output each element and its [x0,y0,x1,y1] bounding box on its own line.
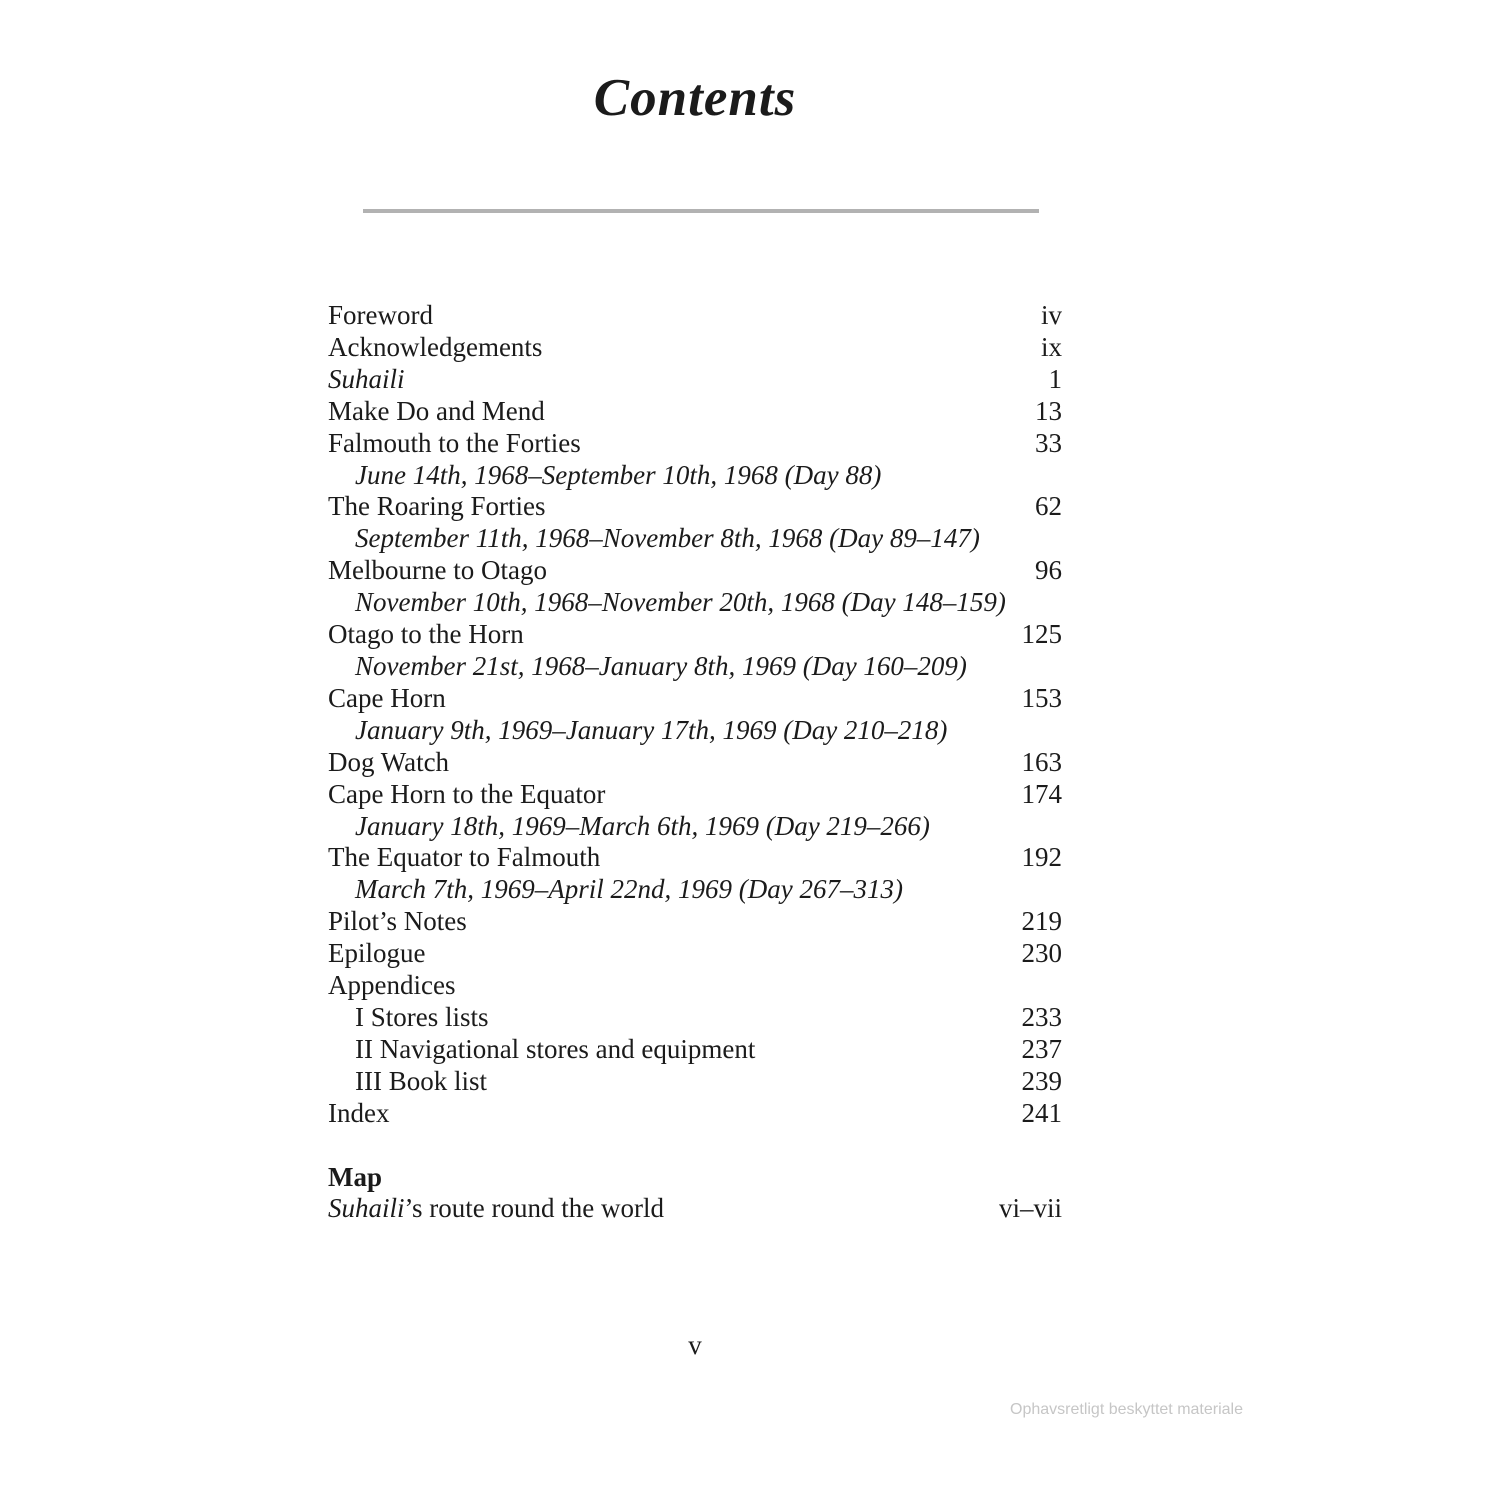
toc-entry-page: 241 [1021,1097,1062,1128]
page-title: Contents [593,69,797,127]
toc-entry [328,842,1062,874]
toc-entry-page: 13 [1035,395,1062,426]
toc-entry [328,651,1062,683]
toc-entry [328,1034,1062,1066]
map-entry-label-rest: ’s route round the world [404,1193,664,1224]
toc-entry [328,555,1062,587]
toc-entry-label: Appendices [328,970,456,1001]
toc-entry-label: Melbourne to Otago [328,555,547,586]
toc-entry [328,811,1062,843]
toc-entry [328,906,1062,938]
toc-entry [328,460,1062,492]
toc-entry-page: 174 [1021,778,1062,809]
toc-entry-page: ix [1040,331,1062,362]
toc-entry [328,779,1062,811]
toc-entry-page: 163 [1021,746,1062,777]
toc-entry [328,1066,1062,1098]
toc-entry-label: Cape Horn to the Equator [328,778,606,809]
toc-entry-label: The Equator to Falmouth [328,842,601,873]
map-section-heading: Map [328,1161,382,1192]
toc-entry-label: Make Do and Mend [328,395,545,426]
toc-entry [328,619,1062,651]
toc-entry [328,300,1062,332]
toc-entry-page: iv [1040,300,1062,330]
map-entry-page: vi–vii [998,1193,1062,1224]
copyright-notice: Ophavsretligt beskyttet materiale [1010,1401,1243,1418]
toc-entry [328,715,1062,747]
toc-entry [328,1098,1062,1130]
toc-entry [328,332,1062,364]
toc-entry [328,970,1062,1002]
toc-entry [328,747,1062,779]
toc-entry-page: 239 [1021,1065,1062,1096]
toc-entry-label: January 9th, 1969–January 17th, 1969 (Day 210–218) [355,714,948,745]
toc-entry-page: 219 [1021,906,1062,937]
toc-entry-label: Otago to the Horn [328,619,524,650]
toc-entry-page: 125 [1021,619,1062,650]
toc-entry-label: Falmouth to the Forties [328,427,581,458]
toc-entry-label: Pilot’s Notes [328,906,467,937]
toc-entry-page: 1 [1048,363,1062,394]
toc-entry-label: Index [328,1097,390,1128]
map-entry-row [328,1193,1062,1225]
toc-entry-page: 230 [1021,938,1062,969]
toc-entry-page: 33 [1035,427,1062,458]
toc-entry [328,1002,1062,1034]
map-section-heading-row [328,1162,1062,1194]
toc-entry [328,683,1062,715]
toc-entry-label: November 10th, 1968–November 20th, 1968 (Day 148–159) [355,587,1006,618]
toc-entry-page: 233 [1021,1001,1062,1032]
toc-entry [328,396,1062,428]
toc-entry-label: June 14th, 1968–September 10th, 1968 (Day 88) [355,459,882,490]
toc-entry-label: I Stores lists [355,1001,489,1032]
toc-entry-label: Epilogue [328,938,426,969]
toc-entry-page: 153 [1021,682,1062,713]
toc-entry-label: March 7th, 1969–April 22nd, 1969 (Day 267–313) [355,874,903,905]
toc-entry-label: II Navigational stores and equipment [355,1033,756,1064]
map-entry-label [328,1193,664,1225]
divider-rule [363,209,1039,213]
toc-entry-label: Dog Watch [328,746,450,777]
footer-page-number: v [688,1330,702,1360]
toc-entry [328,428,1062,460]
toc-entry [328,491,1062,523]
map-entry-label-italic: Suhaili [328,1193,405,1224]
toc-entry-label: January 18th, 1969–March 6th, 1969 (Day 219–266) [355,810,930,841]
toc-entry-page: 237 [1021,1033,1062,1064]
toc-entry [328,938,1062,970]
toc-entry-label: III Book list [355,1065,487,1096]
toc-entry [328,587,1062,619]
toc-entry-label: Acknowledgements [328,331,543,362]
toc-entry [328,874,1062,906]
toc-entry-label: September 11th, 1968–November 8th, 1968 (Day 89–147) [355,523,980,554]
toc-entry [328,364,1062,396]
map-section [328,1162,1062,1226]
table-of-contents [328,300,1062,1225]
toc-entry-page: 96 [1035,555,1062,586]
toc-entry-label: Suhaili [328,363,405,394]
toc-entry-page: 192 [1021,842,1062,873]
toc-list [328,300,1062,1130]
toc-entry-page: 62 [1035,491,1062,522]
toc-entry-label: Cape Horn [328,682,446,713]
toc-entry-label: The Roaring Forties [328,491,546,522]
toc-entry-label: November 21st, 1968–January 8th, 1969 (Day 160–209) [355,650,967,681]
toc-entry [328,523,1062,555]
toc-entry-label: Foreword [328,300,433,330]
